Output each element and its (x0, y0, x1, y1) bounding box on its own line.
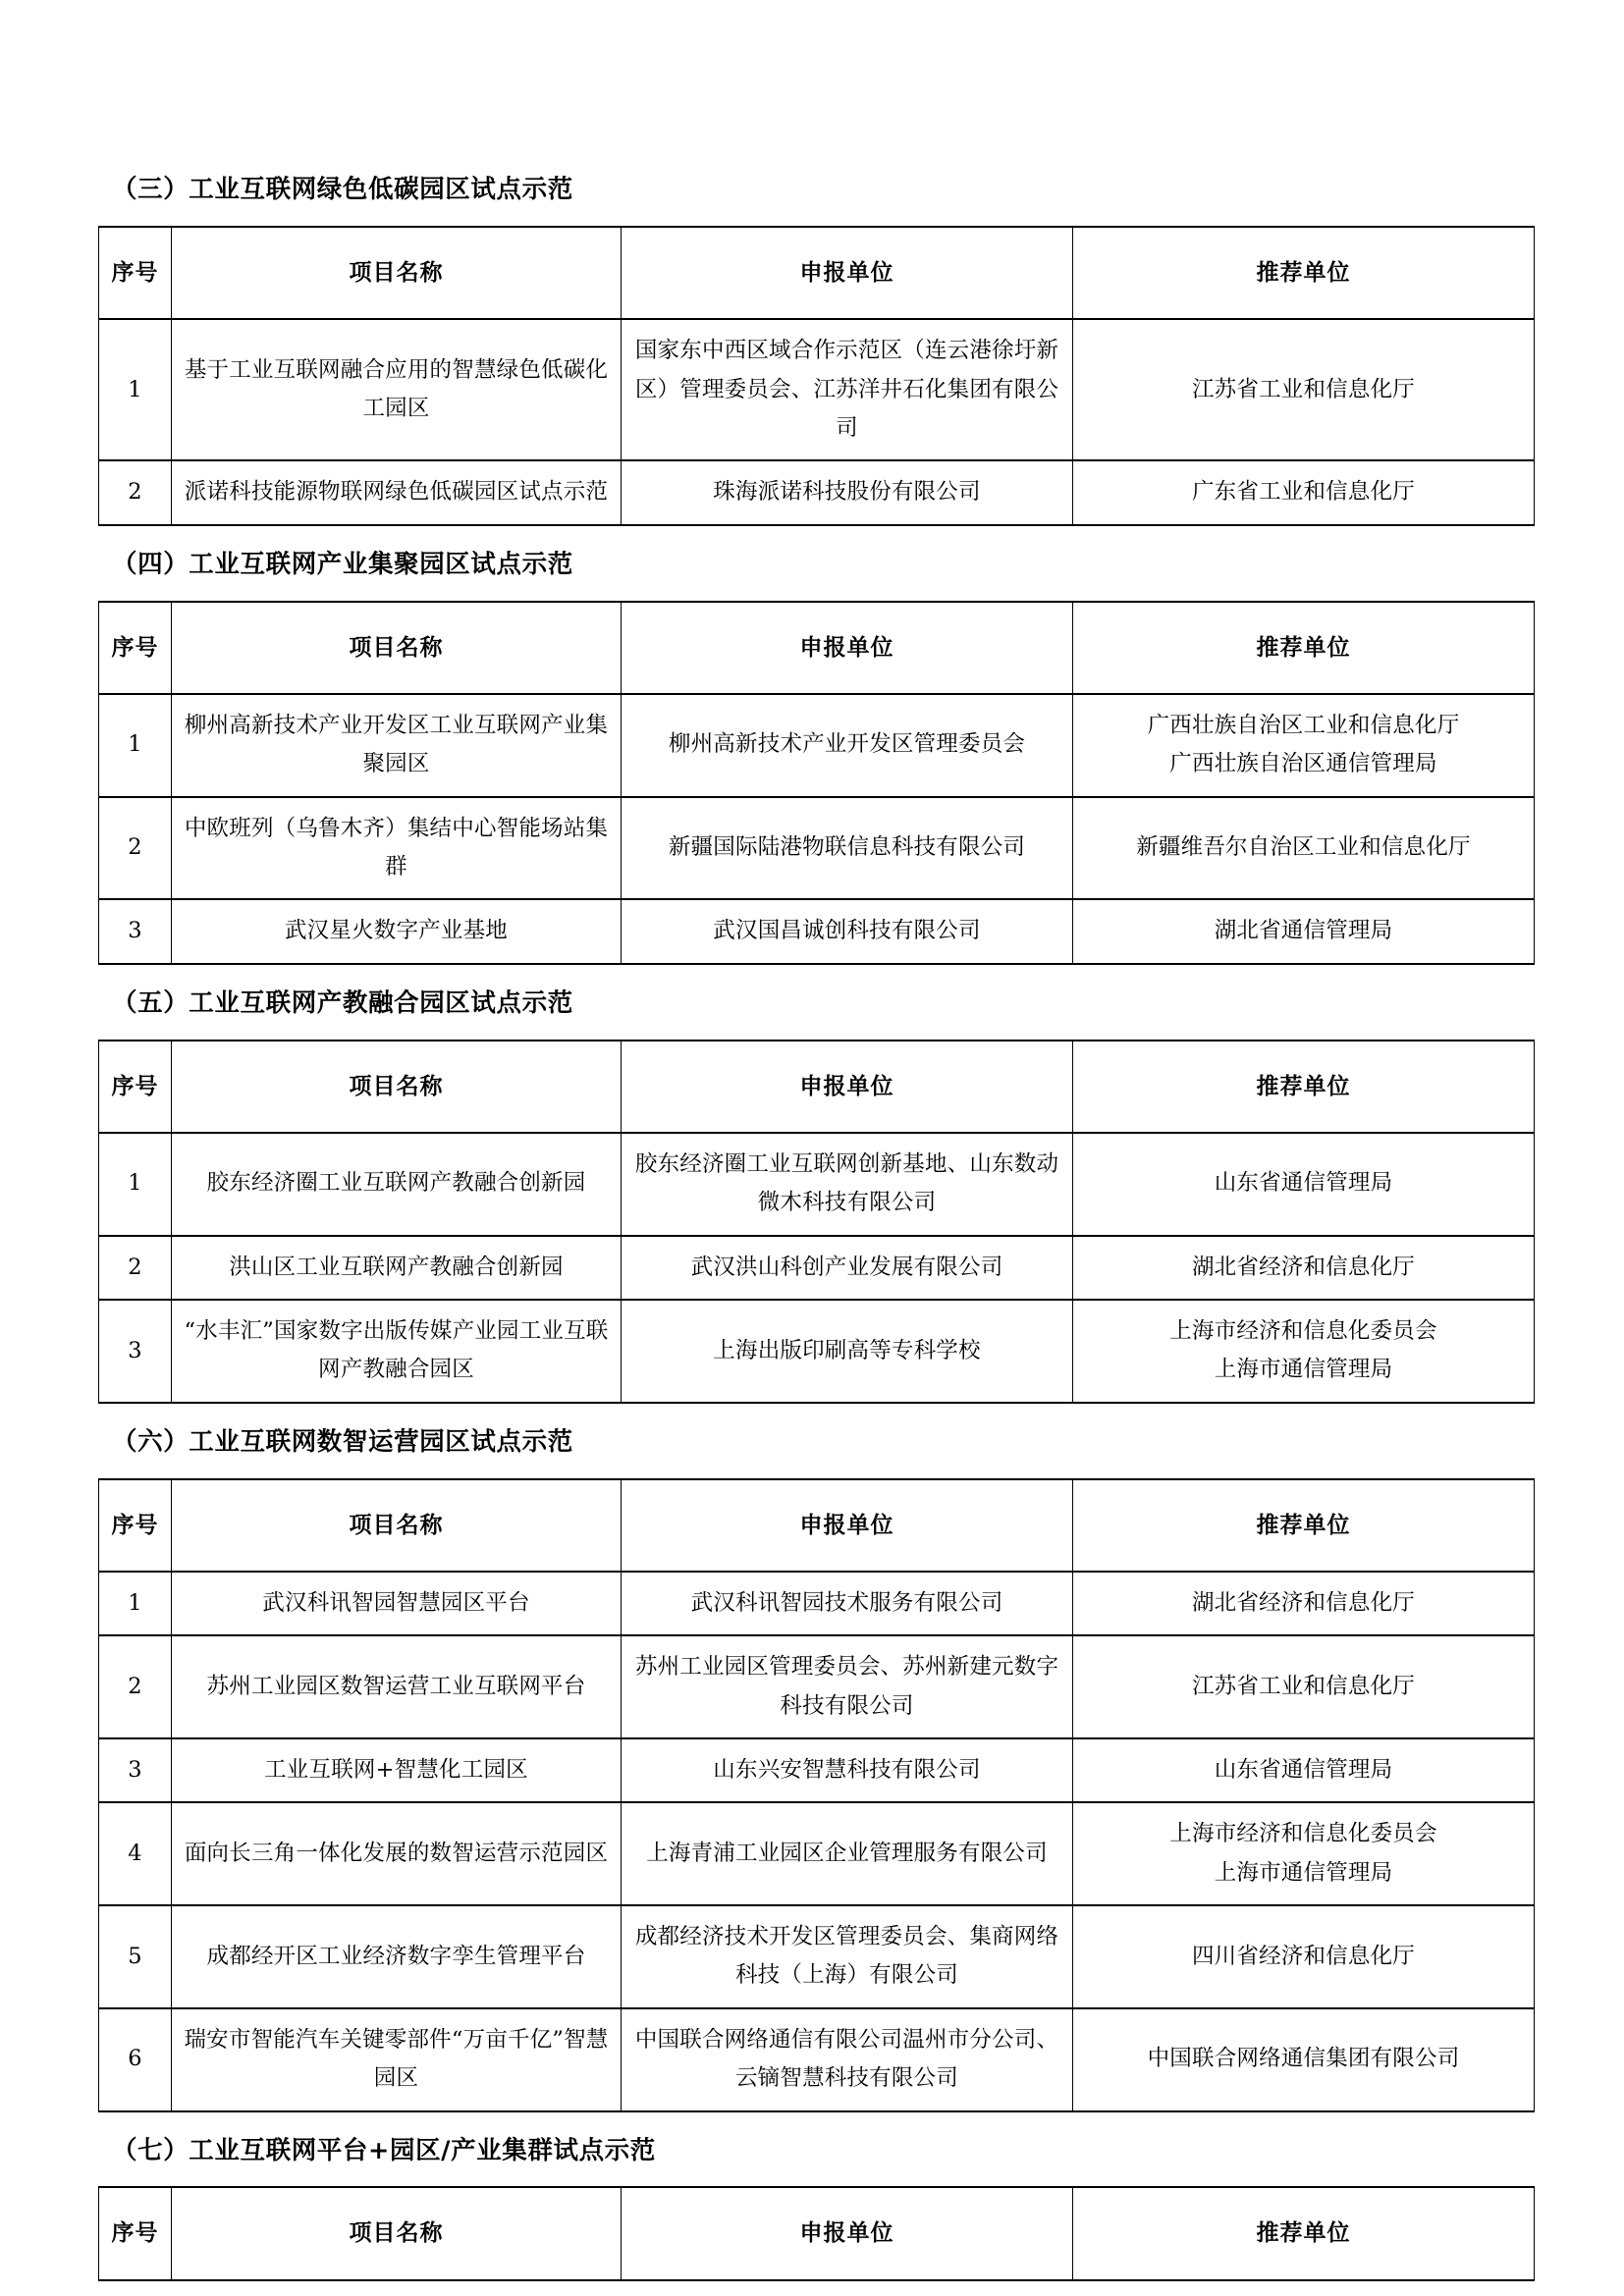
cell-recommend-unit: 上海市经济和信息化委员会 上海市通信管理局 (1073, 1802, 1535, 1905)
cell-no: 1 (99, 694, 172, 797)
column-header-no: 序号 (99, 602, 172, 694)
table-row (99, 1802, 1535, 1905)
cell-apply-unit: 柳州高新技术产业开发区管理委员会 (622, 694, 1073, 797)
cell-project-name: 胶东经济圈工业互联网产教融合创新园 (172, 1133, 622, 1236)
table-row (99, 1133, 1535, 1236)
section-qi (98, 2136, 1534, 2281)
cell-no: 5 (99, 1905, 172, 2008)
table-header-row (99, 1041, 1535, 1133)
cell-apply-unit: 中国联合网络通信有限公司温州市分公司、云镝智慧科技有限公司 (622, 2008, 1073, 2111)
column-header-recommend: 推荐单位 (1073, 2187, 1535, 2279)
cell-no: 4 (99, 1802, 172, 1905)
cell-project-name: “水丰汇”国家数字出版传媒产业园工业互联网产教融合园区 (172, 1300, 622, 1403)
cell-apply-unit: 珠海派诺科技股份有限公司 (622, 460, 1073, 524)
table-header-row (99, 602, 1535, 694)
listing-table (98, 1478, 1535, 2112)
column-header-name: 项目名称 (172, 1479, 622, 1572)
column-header-apply: 申报单位 (622, 1479, 1073, 1572)
section-heading: （四）工业互联网产业集聚园区试点示范 (112, 549, 573, 579)
column-header-recommend: 推荐单位 (1073, 1041, 1535, 1133)
column-header-no: 序号 (99, 227, 172, 319)
cell-recommend-unit: 山东省通信管理局 (1073, 1133, 1535, 1236)
cell-project-name: 瑞安市智能汽车关键零部件“万亩千亿”智慧园区 (172, 2008, 622, 2111)
cell-recommend-unit: 上海市经济和信息化委员会 上海市通信管理局 (1073, 1300, 1535, 1403)
cell-project-name: 苏州工业园区数智运营工业互联网平台 (172, 1635, 622, 1738)
table-row (99, 2008, 1535, 2111)
cell-project-name: 成都经开区工业经济数字孪生管理平台 (172, 1905, 622, 2008)
table-row (99, 1905, 1535, 2008)
section-heading: （五）工业互联网产教融合园区试点示范 (112, 988, 573, 1018)
listing-table (98, 1040, 1535, 1404)
cell-project-name: 面向长三角一体化发展的数智运营示范园区 (172, 1802, 622, 1905)
column-header-apply: 申报单位 (622, 1041, 1073, 1133)
table-row (99, 1572, 1535, 1635)
column-header-name: 项目名称 (172, 2187, 622, 2279)
table-header-row (99, 2187, 1535, 2279)
section-heading: （六）工业互联网数智运营园区试点示范 (112, 1426, 573, 1457)
table-row (99, 899, 1535, 963)
cell-no: 2 (99, 1635, 172, 1738)
cell-apply-unit: 苏州工业园区管理委员会、苏州新建元数字科技有限公司 (622, 1635, 1073, 1738)
section-si (98, 550, 1534, 965)
table-row (99, 319, 1535, 460)
cell-apply-unit: 山东兴安智慧科技有限公司 (622, 1738, 1073, 1802)
listing-table (98, 2186, 1535, 2280)
cell-no: 1 (99, 1572, 172, 1635)
column-header-apply: 申报单位 (622, 602, 1073, 694)
cell-no: 2 (99, 797, 172, 900)
cell-apply-unit: 上海出版印刷高等专科学校 (622, 1300, 1073, 1403)
cell-apply-unit: 成都经济技术开发区管理委员会、集商网络科技（上海）有限公司 (622, 1905, 1073, 2008)
cell-apply-unit: 武汉科讯智园技术服务有限公司 (622, 1572, 1073, 1635)
section-liu (98, 1427, 1534, 2112)
table-header-row (99, 227, 1535, 319)
cell-project-name: 武汉星火数字产业基地 (172, 899, 622, 963)
cell-recommend-unit: 山东省通信管理局 (1073, 1738, 1535, 1802)
table-header-row (99, 1479, 1535, 1572)
cell-no: 2 (99, 460, 172, 524)
cell-apply-unit: 国家东中西区域合作示范区（连云港徐圩新区）管理委员会、江苏洋井石化集团有限公司 (622, 319, 1073, 460)
column-header-recommend: 推荐单位 (1073, 1479, 1535, 1572)
column-header-name: 项目名称 (172, 602, 622, 694)
cell-no: 1 (99, 319, 172, 460)
column-header-recommend: 推荐单位 (1073, 602, 1535, 694)
cell-project-name: 柳州高新技术产业开发区工业互联网产业集聚园区 (172, 694, 622, 797)
cell-project-name: 中欧班列（乌鲁木齐）集结中心智能场站集群 (172, 797, 622, 900)
cell-recommend-unit: 中国联合网络通信集团有限公司 (1073, 2008, 1535, 2111)
cell-no: 6 (99, 2008, 172, 2111)
listing-table (98, 226, 1535, 526)
column-header-recommend: 推荐单位 (1073, 227, 1535, 319)
table-row (99, 694, 1535, 797)
cell-apply-unit: 胶东经济圈工业互联网创新基地、山东数动微木科技有限公司 (622, 1133, 1073, 1236)
cell-project-name: 洪山区工业互联网产教融合创新园 (172, 1236, 622, 1300)
column-header-no: 序号 (99, 1041, 172, 1133)
cell-apply-unit: 上海青浦工业园区企业管理服务有限公司 (622, 1802, 1073, 1905)
cell-no: 1 (99, 1133, 172, 1236)
cell-recommend-unit: 江苏省工业和信息化厅 (1073, 1635, 1535, 1738)
section-heading: （三）工业互联网绿色低碳园区试点示范 (112, 175, 573, 204)
cell-project-name: 基于工业互联网融合应用的智慧绿色低碳化工园区 (172, 319, 622, 460)
cell-recommend-unit: 广西壮族自治区工业和信息化厅 广西壮族自治区通信管理局 (1073, 694, 1535, 797)
cell-recommend-unit: 新疆维吾尔自治区工业和信息化厅 (1073, 797, 1535, 900)
column-header-apply: 申报单位 (622, 2187, 1073, 2279)
table-row (99, 1236, 1535, 1300)
cell-apply-unit: 新疆国际陆港物联信息科技有限公司 (622, 797, 1073, 900)
cell-recommend-unit: 广东省工业和信息化厅 (1073, 460, 1535, 524)
column-header-name: 项目名称 (172, 1041, 622, 1133)
table-row (99, 1300, 1535, 1403)
column-header-no: 序号 (99, 2187, 172, 2279)
cell-project-name: 武汉科讯智园智慧园区平台 (172, 1572, 622, 1635)
table-row (99, 797, 1535, 900)
column-header-apply: 申报单位 (622, 227, 1073, 319)
cell-recommend-unit: 湖北省通信管理局 (1073, 899, 1535, 963)
section-heading: （七）工业互联网平台+园区/产业集群试点示范 (112, 2135, 656, 2165)
column-header-no: 序号 (99, 1479, 172, 1572)
cell-recommend-unit: 湖北省经济和信息化厅 (1073, 1236, 1535, 1300)
cell-no: 3 (99, 1300, 172, 1403)
cell-recommend-unit: 湖北省经济和信息化厅 (1073, 1572, 1535, 1635)
cell-recommend-unit: 四川省经济和信息化厅 (1073, 1905, 1535, 2008)
cell-no: 3 (99, 899, 172, 963)
cell-no: 2 (99, 1236, 172, 1300)
cell-no: 3 (99, 1738, 172, 1802)
table-row (99, 1635, 1535, 1738)
cell-project-name: 派诺科技能源物联网绿色低碳园区试点示范 (172, 460, 622, 524)
column-header-name: 项目名称 (172, 227, 622, 319)
table-row (99, 1738, 1535, 1802)
section-san (98, 175, 1534, 526)
listing-table (98, 601, 1535, 965)
table-row (99, 460, 1535, 524)
cell-apply-unit: 武汉洪山科创产业发展有限公司 (622, 1236, 1073, 1300)
cell-apply-unit: 武汉国昌诚创科技有限公司 (622, 899, 1073, 963)
section-wu (98, 988, 1534, 1404)
cell-project-name: 工业互联网+智慧化工园区 (172, 1738, 622, 1802)
cell-recommend-unit: 江苏省工业和信息化厅 (1073, 319, 1535, 460)
